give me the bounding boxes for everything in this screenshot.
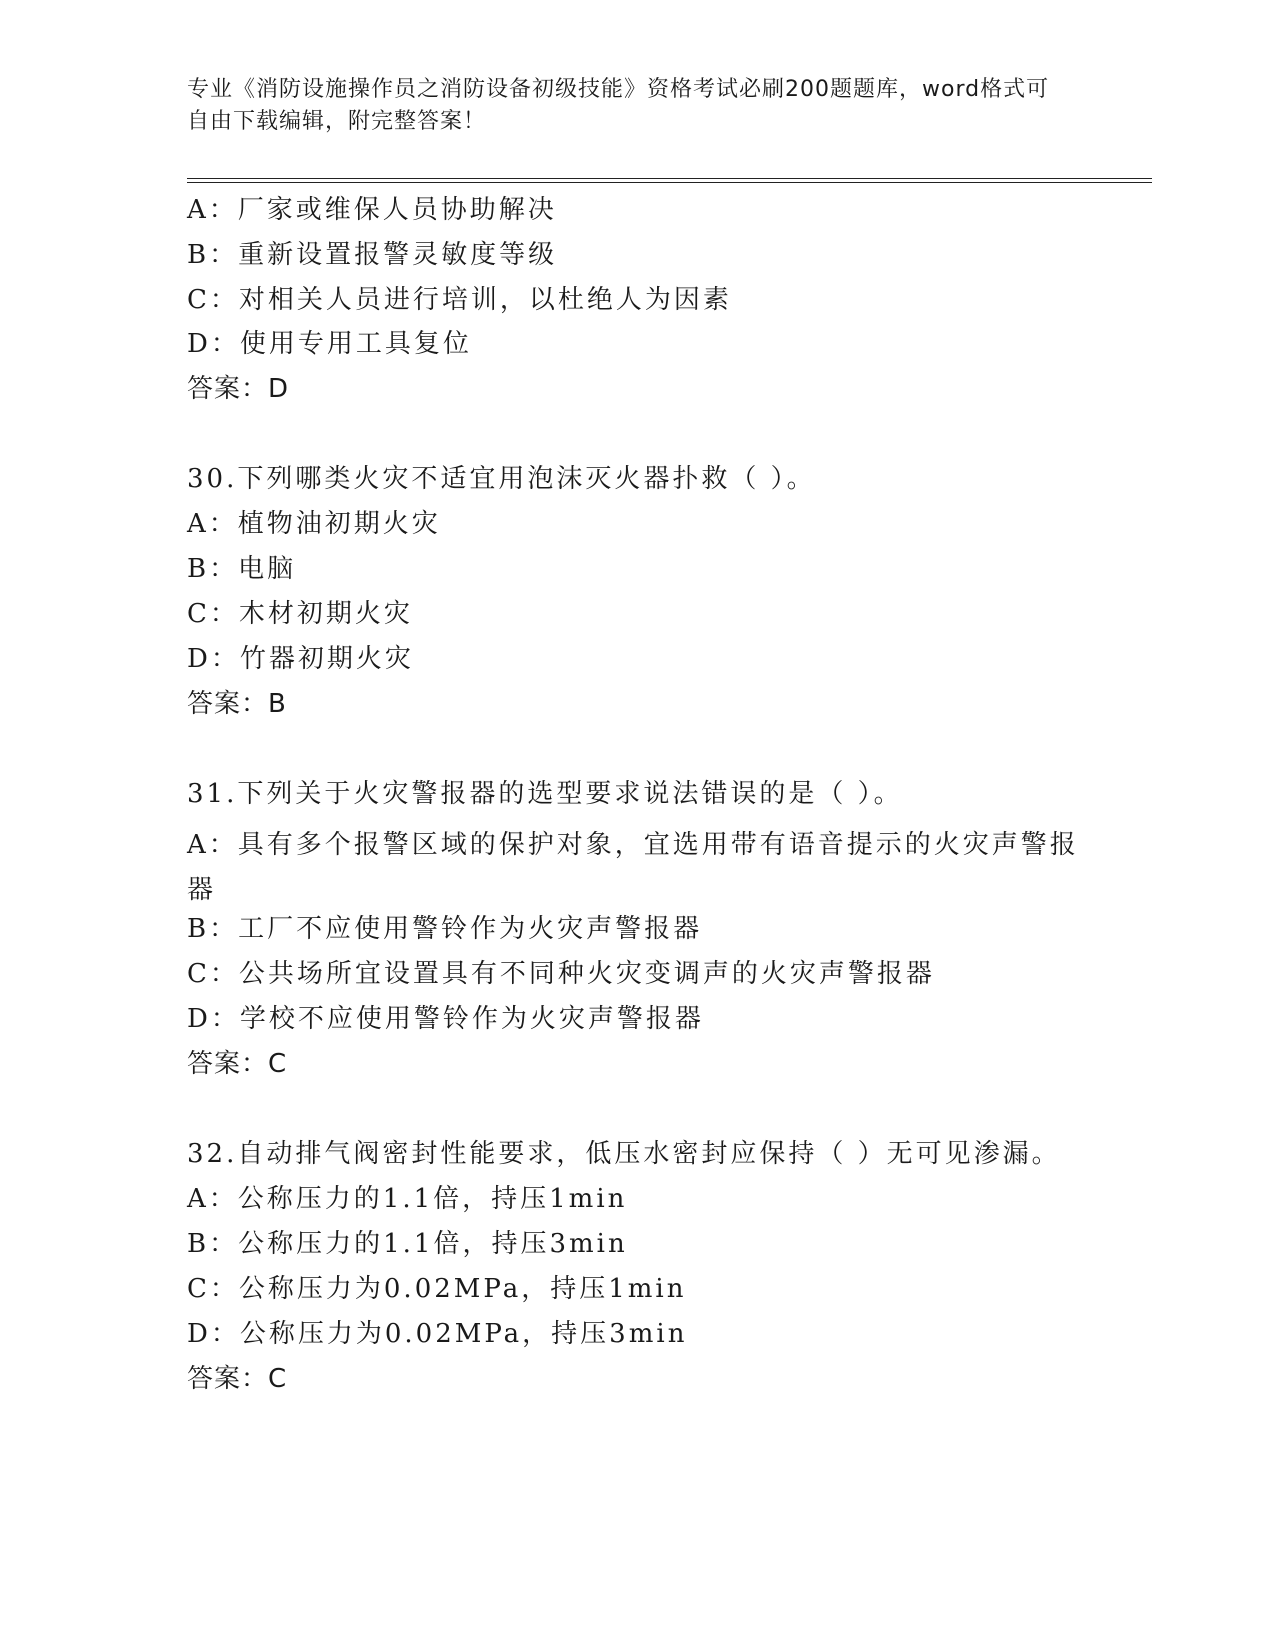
option-d: D：使用专用工具复位 — [187, 329, 472, 359]
option-d: D：学校不应使用警铃作为火灾声警报器 — [187, 1004, 704, 1034]
answer: 答案：D — [187, 374, 290, 404]
option-a: A：植物油初期火灾 — [187, 509, 441, 539]
document-header: 专业《消防设施操作员之消防设备初级技能》资格考试必刷200题题库，word格式可自由下载编辑，附完整答案！ — [187, 77, 1050, 134]
option-a: A：厂家或维保人员协助解决 — [187, 195, 557, 225]
option-b: B：公称压力的1.1倍，持压3min — [187, 1229, 628, 1259]
option-c: C：木材初期火灾 — [187, 599, 413, 629]
header-divider-top — [187, 178, 1152, 179]
option-d: D：竹器初期火灾 — [187, 644, 414, 674]
option-a: A：公称压力的1.1倍，持压1min — [187, 1184, 628, 1214]
header-divider-bottom — [187, 182, 1152, 183]
option-d: D：公称压力为0.02MPa，持压3min — [187, 1319, 688, 1349]
option-c: C：对相关人员进行培训，以杜绝人为因素 — [187, 285, 732, 315]
question-stem: 30.下列哪类火灾不适宜用泡沫灭火器扑救（ ）。 — [187, 464, 816, 494]
option-c: C：公共场所宜设置具有不同种火灾变调声的火灾声警报器 — [187, 959, 935, 989]
option-b: B：工厂不应使用警铃作为火灾声警报器 — [187, 914, 703, 944]
question-stem: 31.下列关于火灾警报器的选型要求说法错误的是（ ）。 — [187, 779, 903, 809]
question-stem: 32.自动排气阀密封性能要求，低压水密封应保持（ ）无可见渗漏。 — [187, 1139, 1061, 1169]
option-b: B：重新设置报警灵敏度等级 — [187, 240, 558, 270]
answer: 答案：C — [187, 1364, 288, 1394]
answer: 答案：C — [187, 1049, 288, 1079]
option-b: B：电脑 — [187, 554, 297, 584]
answer: 答案：B — [187, 689, 287, 719]
option-a: A：具有多个报警区域的保护对象，宜选用带有语音提示的火灾声警报器 — [187, 830, 1079, 905]
option-c: C：公称压力为0.02MPa，持压1min — [187, 1274, 687, 1304]
